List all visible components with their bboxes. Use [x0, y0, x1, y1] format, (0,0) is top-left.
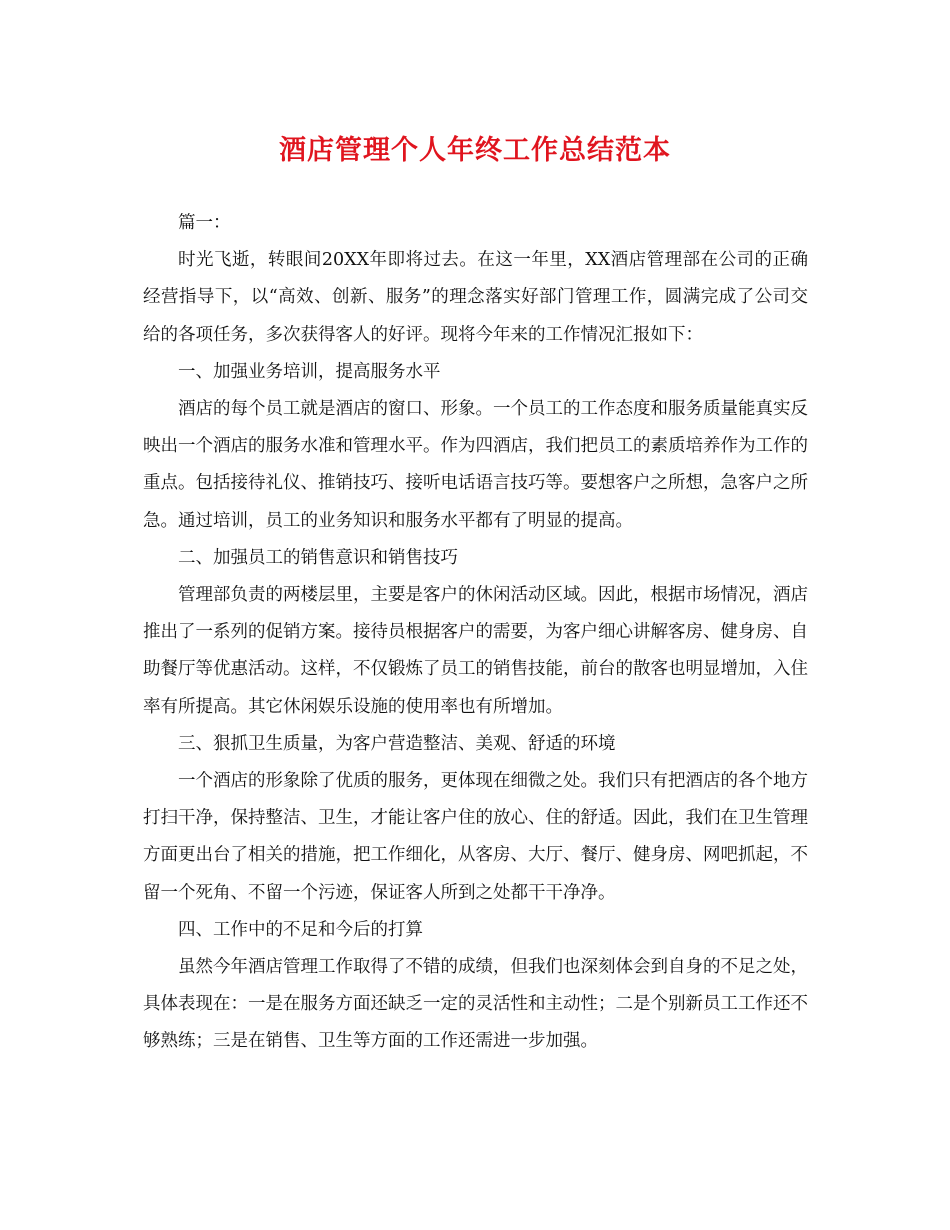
heading-1: 一、加强业务培训，提高服务水平: [178, 361, 441, 382]
intro-paragraph: 时光飞逝，转眼间20XX年即将过去。在这一年里，XX酒店管理部在公司的正确经营指导下，以“高效、创新、服务”的理念落实好部门管理工作，圆满完成了公司交给的各项任务，多次获得客人的好评。现将今年来的工作情况汇报如下：: [143, 250, 808, 345]
paragraph-4: 虽然今年酒店管理工作取得了不错的成绩，但我们也深刻体会到自身的不足之处，具体表现在：一是在服务方面还缺乏一定的灵活性和主动性；二是个别新员工工作还不够熟练；三是在销售、卫生等方面的工作还需进一步加强。: [143, 957, 808, 1052]
document-title: 酒店管理个人年终工作总结范本: [279, 135, 671, 166]
heading-4: 四、工作中的不足和今后的打算: [178, 919, 423, 940]
paragraph-3: 一个酒店的形象除了优质的服务，更体现在细微之处。我们只有把酒店的各个地方打扫干净，保持整洁、卫生，才能让客户住的放心、住的舒适。因此，我们在卫生管理方面更出台了相关的措施，把工作细化，从客房、大厅、餐厅、健身房、网吧抓起，不留一个死角、不留一个污迹，保证客人所到之处都干干净净。: [143, 771, 808, 903]
paragraph-2: 管理部负责的两楼层里，主要是客户的休闲活动区域。因此，根据市场情况，酒店推出了一系列的促销方案。接待员根据客户的需要，为客户细心讲解客房、健身房、自助餐厅等优惠活动。这样，不仅锻炼了员工的销售技能，前台的散客也明显增加，入住率有所提高。其它休闲娱乐设施的使用率也有所增加。: [143, 585, 808, 717]
heading-2: 二、加强员工的销售意识和销售技巧: [178, 547, 458, 568]
document-body: [143, 205, 808, 1061]
heading-3: 三、狠抓卫生质量，为客户营造整洁、美观、舒适的环境: [178, 733, 616, 754]
section-label: 篇一：: [178, 213, 231, 233]
paragraph-1: 酒店的每个员工就是酒店的窗口、形象。一个员工的工作态度和服务质量能真实反映出一个酒店的服务水准和管理水平。作为四酒店，我们把员工的素质培养作为工作的重点。包括接待礼仪、推销技巧、接听电话语言技巧等。要想客户之所想，急客户之所急。通过培训，员工的业务知识和服务水平都有了明显的提高。: [143, 399, 808, 531]
